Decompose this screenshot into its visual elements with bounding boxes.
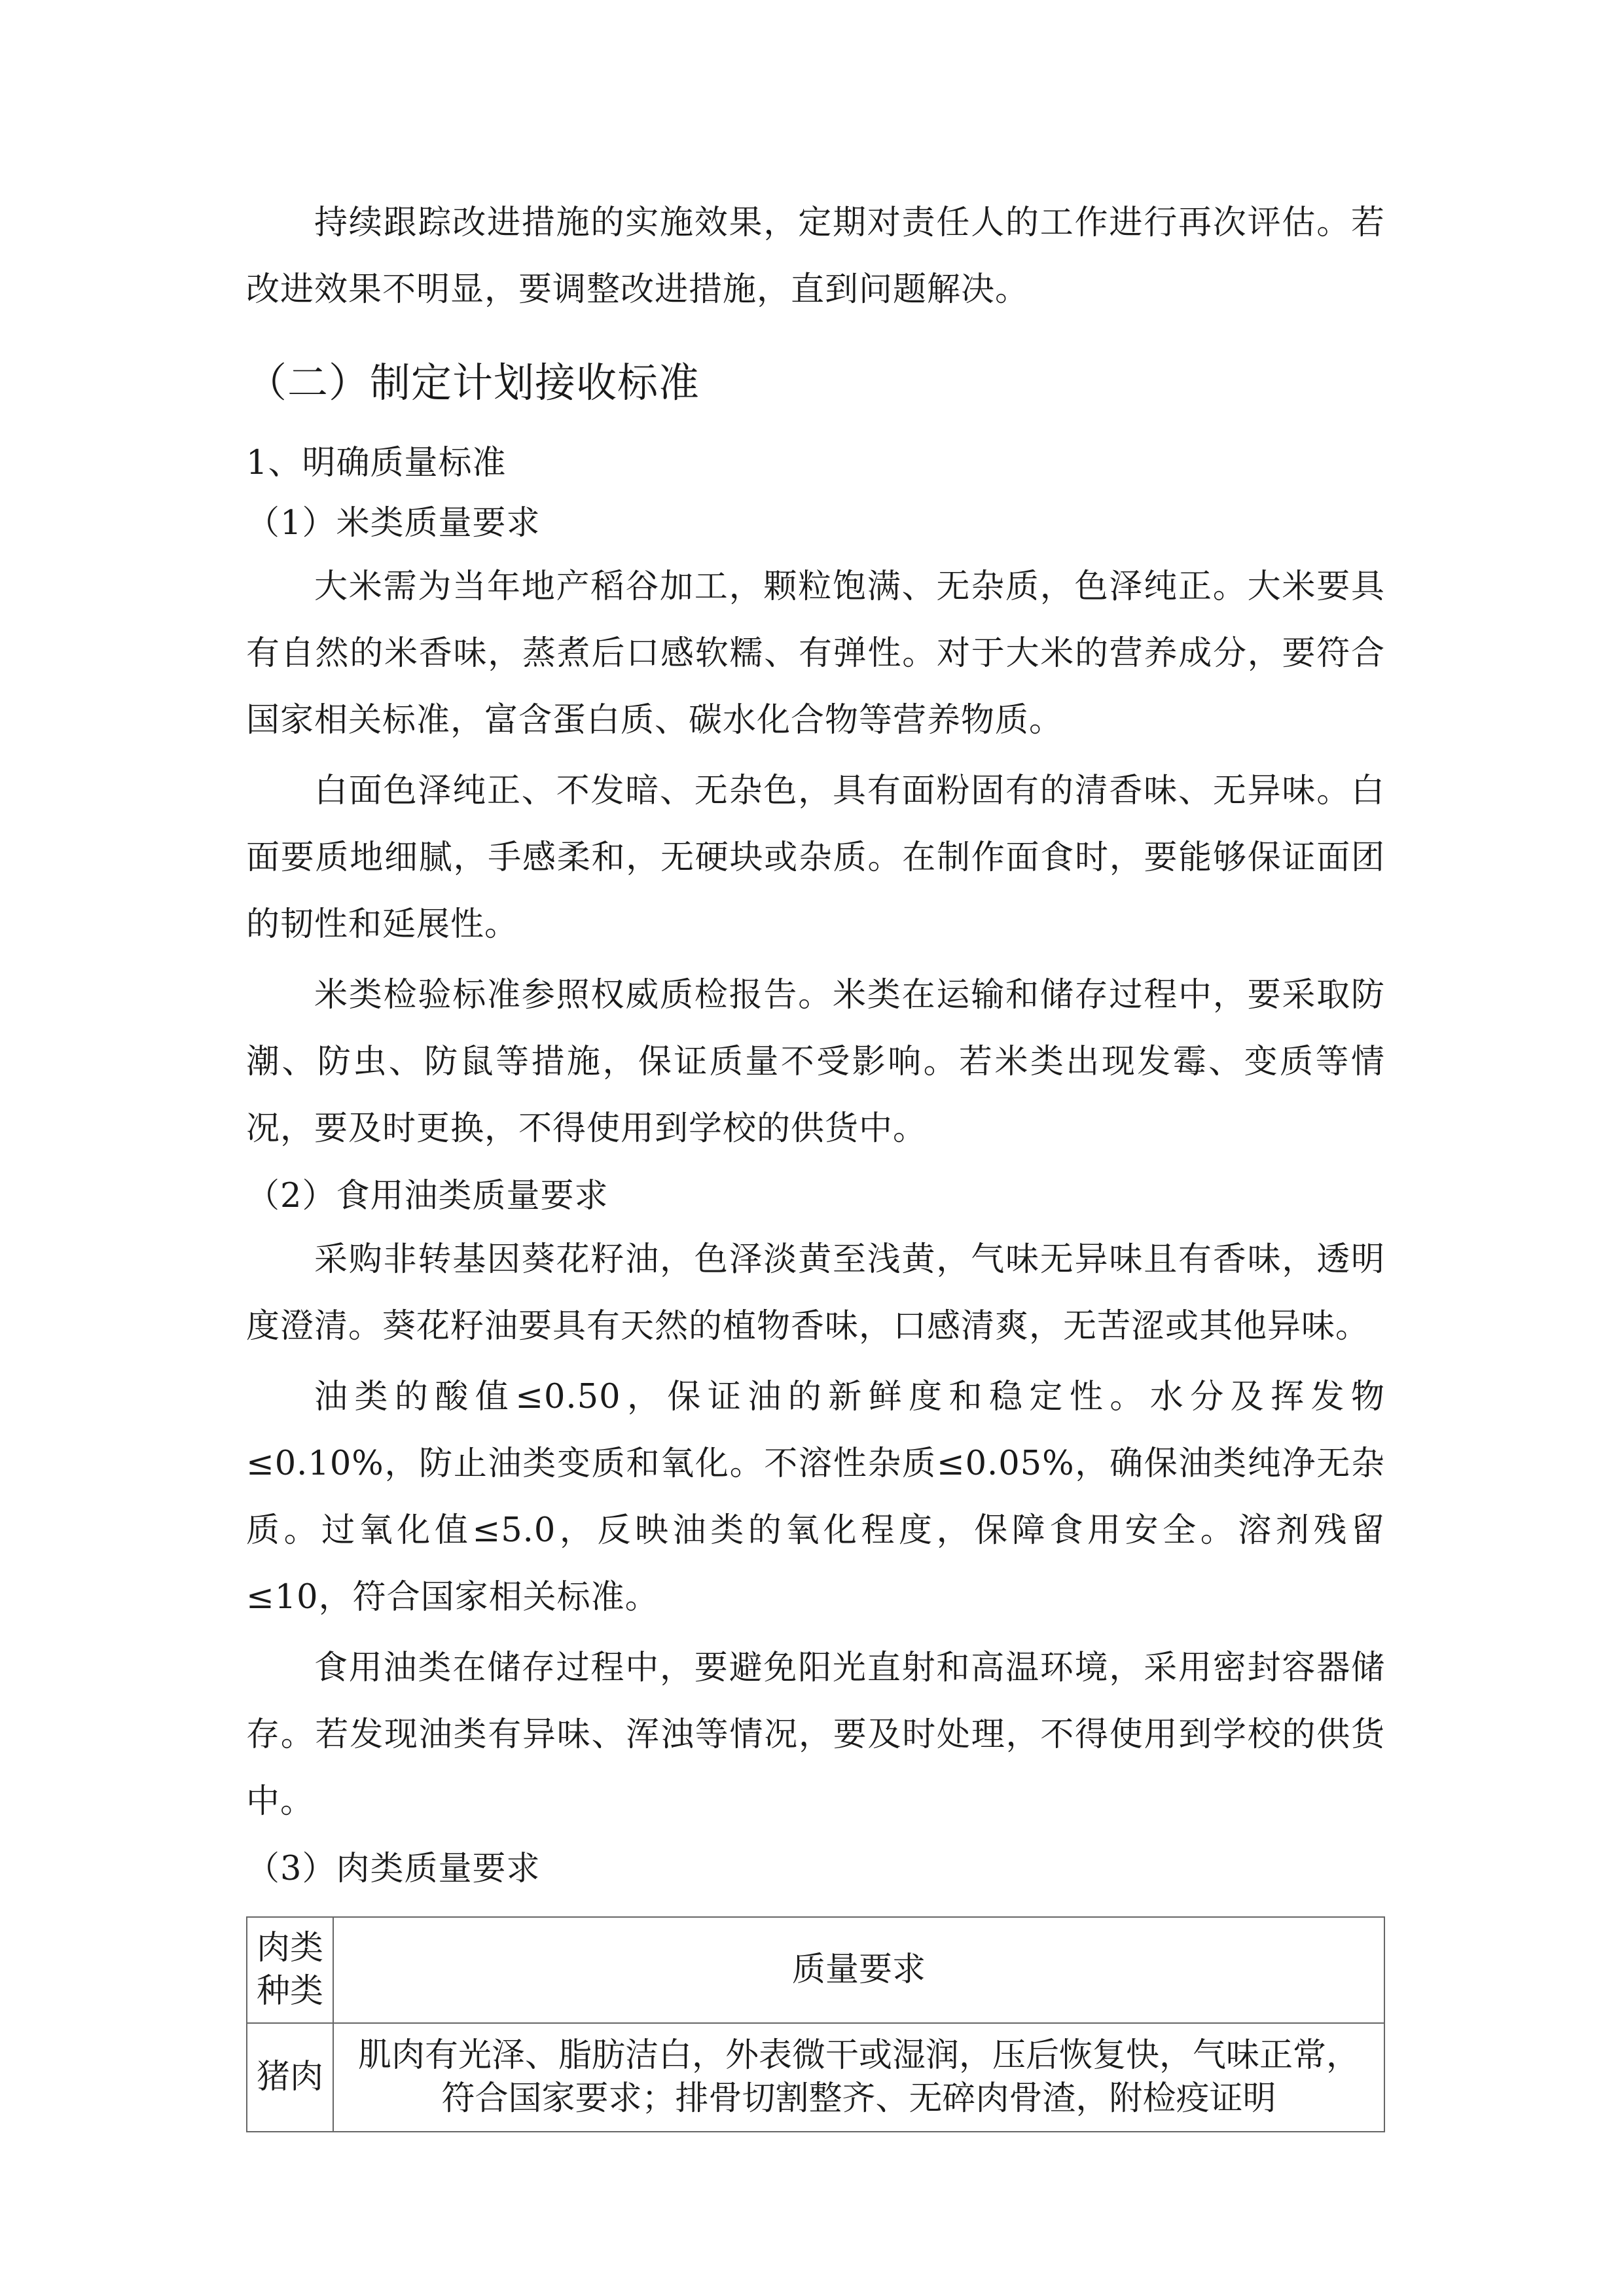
- meat-quality-table: [246, 1916, 1385, 2132]
- section-heading: （二）制定计划接收标准: [246, 359, 700, 406]
- paragraph-follow-up: 持续跟踪改进措施的实施效果，定期对责任人的工作进行再次评估。若改进效果不明显，要调整改进措施，直到问题解决。: [246, 204, 1385, 309]
- item-heading-quality-standard: 1、明确质量标准: [246, 444, 507, 482]
- header-kind-text: 肉类种类: [256, 1929, 323, 2011]
- paragraph-rice-3: 米类检验标准参照权威质检报告。米类在运输和储存过程中，要采取防潮、防虫、防鼠等措施，保证质量不受影响。若米类出现发霉、变质等情况，要及时更换，不得使用到学校的供货中。: [246, 976, 1385, 1148]
- paragraph-oil-3: 食用油类在储存过程中，要避免阳光直射和高温环境，采用密封容器储存。若发现油类有异味、浑浊等情况，要及时处理，不得使用到学校的供货中。: [246, 1649, 1385, 1821]
- table-header-row: [247, 1917, 1384, 2023]
- cell-kind-text: 猪肉: [256, 2058, 323, 2096]
- document-page: [246, 190, 1385, 2132]
- table-header-cell-kind: [247, 1917, 333, 2023]
- subheading-rice: （1）米类质量要求: [246, 504, 541, 543]
- paragraph-oil-2: 油类的酸值≤0.50，保证油的新鲜度和稳定性。水分及挥发物≤0.10%，防止油类变质和氧化。不溶性杂质≤0.05%，确保油类纯净无杂质。过氧化值≤5.0，反映油类的氧化程度，保障食用安全。溶剂残留≤10，符合国家相关标准。: [246, 1378, 1385, 1617]
- table-header-cell-requirement: 质量要求: [333, 1917, 1384, 2023]
- paragraph-rice-2: 白面色泽纯正、不发暗、无杂色，具有面粉固有的清香味、无异味。白面要质地细腻，手感柔和，无硬块或杂质。在制作面食时，要能够保证面团的韧性和延展性。: [246, 772, 1385, 944]
- paragraph-rice-1: 大米需为当年地产稻谷加工，颗粒饱满、无杂质，色泽纯正。大米要具有自然的米香味，蒸煮后口感软糯、有弹性。对于大米的营养成分，要符合国家相关标准，富含蛋白质、碳水化合物等营养物质。: [246, 567, 1385, 740]
- paragraph-oil-1: 采购非转基因葵花籽油，色泽淡黄至浅黄，气味无异味且有香味，透明度澄清。葵花籽油要具有天然的植物香味，口感清爽，无苦涩或其他异味。: [246, 1240, 1385, 1346]
- table-cell-requirement: 肌肉有光泽、脂肪洁白，外表微干或湿润，压后恢复快，气味正常，符合国家要求；排骨切割整齐、无碎肉骨渣，附检疫证明: [333, 2023, 1384, 2132]
- subheading-meat: （3）肉类质量要求: [246, 1850, 541, 1888]
- table-cell-kind: [247, 2023, 333, 2132]
- subheading-oil: （2）食用油类质量要求: [246, 1177, 609, 1215]
- table-row: [247, 2023, 1384, 2132]
